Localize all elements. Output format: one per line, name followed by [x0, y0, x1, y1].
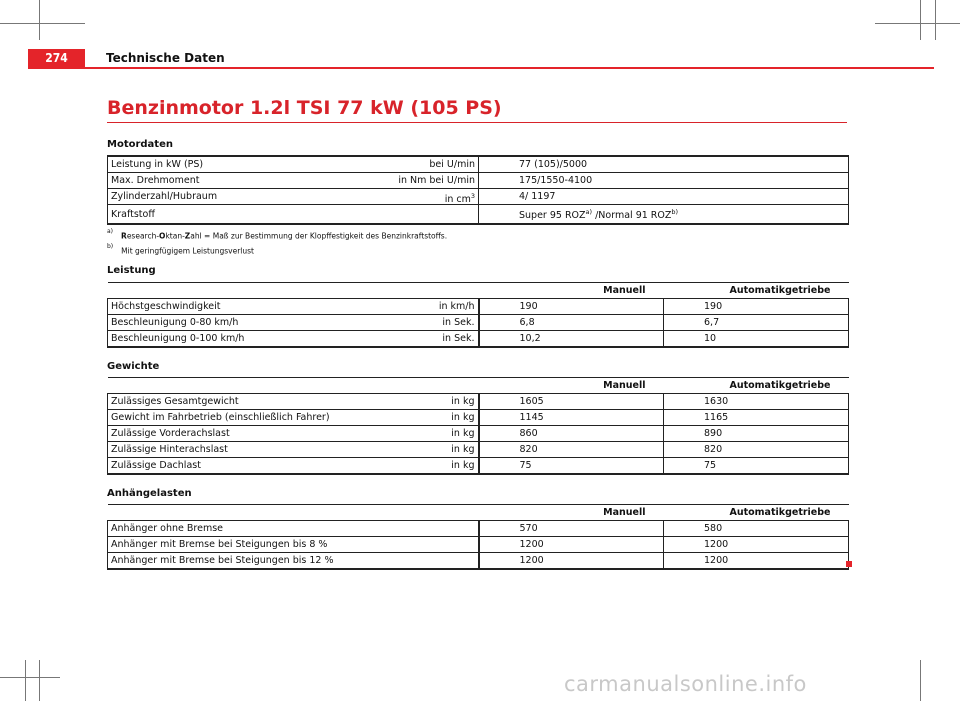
table-row — [108, 442, 849, 458]
leistung-table — [107, 282, 849, 348]
footnote-b — [107, 244, 254, 257]
column-header: Manuell — [479, 505, 664, 521]
row-label: Anhänger ohne Bremse — [108, 521, 479, 537]
row-unit: in Sek. — [442, 317, 475, 328]
table-row — [108, 331, 849, 348]
row-label: Höchstgeschwindigkeit — [111, 301, 221, 312]
cell-automatik: 1165 — [664, 410, 849, 426]
header-rule — [28, 67, 934, 69]
header-blank — [108, 378, 479, 394]
cell-automatik: 1200 — [664, 537, 849, 553]
row-label: Zylinderzahl/Hubraum — [111, 191, 218, 202]
table-cell — [108, 426, 479, 442]
value-text: /Normal 91 ROZ — [592, 210, 672, 222]
row-unit: in Sek. — [442, 333, 475, 344]
cell-manuell: 190 — [479, 299, 664, 315]
cell-manuell: 6,8 — [479, 315, 664, 331]
section-heading-leistung: Leistung — [107, 265, 156, 276]
table-row — [108, 173, 849, 189]
end-of-section-marker — [846, 561, 852, 567]
cell-automatik: 1630 — [664, 394, 849, 410]
footnote-bold: R — [121, 231, 127, 241]
table-row — [108, 426, 849, 442]
row-label: Gewicht im Fahrbetrieb (einschließlich Fahrer) — [111, 412, 330, 423]
row-unit: bei U/min — [429, 159, 475, 170]
cell-automatik: 6,7 — [664, 315, 849, 331]
row-label: Anhänger mit Bremse bei Steigungen bis 8 % — [108, 537, 479, 553]
footnote-text: ahl = Maß zur Bestimmung der Klopffestigkeit des Benzinkraftstoffs. — [190, 231, 448, 241]
cell-manuell: 820 — [479, 442, 664, 458]
crop-mark — [39, 660, 40, 701]
column-header: Manuell — [479, 283, 664, 299]
cell-automatik: 820 — [664, 442, 849, 458]
row-label: Zulässiges Gesamtgewicht — [111, 396, 239, 407]
table-row — [108, 156, 849, 173]
cell-automatik: 1200 — [664, 553, 849, 570]
row-label: Leistung in kW (PS) — [111, 159, 204, 170]
cell-manuell: 570 — [479, 521, 664, 537]
footnote-text: ktan- — [165, 231, 185, 241]
table-header-row — [108, 283, 849, 299]
footnote-text: Mit geringfügigem Leistungsverlust — [121, 246, 254, 256]
table-cell — [108, 410, 479, 426]
row-value — [479, 205, 849, 225]
row-unit — [445, 189, 475, 205]
table-row — [108, 458, 849, 475]
row-unit: in kg — [451, 396, 475, 407]
unit-sup: 3 — [470, 192, 475, 200]
crop-mark — [920, 0, 921, 40]
row-label: Beschleunigung 0-100 km/h — [111, 333, 245, 344]
row-unit: in Nm bei U/min — [398, 175, 475, 186]
cell-automatik: 890 — [664, 426, 849, 442]
cell-manuell: 860 — [479, 426, 664, 442]
table-row — [108, 410, 849, 426]
section-heading-anhaengelasten: Anhängelasten — [107, 488, 192, 499]
cell-manuell: 75 — [479, 458, 664, 475]
title-rule — [107, 122, 847, 123]
header-blank — [108, 505, 479, 521]
table-cell — [108, 299, 479, 315]
crop-mark — [39, 0, 40, 40]
cell-automatik: 190 — [664, 299, 849, 315]
crop-mark — [920, 660, 921, 701]
cell-automatik: 10 — [664, 331, 849, 348]
row-label: Anhänger mit Bremse bei Steigungen bis 12 % — [108, 553, 479, 570]
crop-mark — [935, 0, 936, 40]
cell-manuell: 10,2 — [479, 331, 664, 348]
row-label: Kraftstoff — [108, 205, 479, 225]
footnote-ref-a: a) — [585, 208, 593, 216]
row-label: Zulässige Vorderachslast — [111, 428, 230, 439]
gewichte-table — [107, 377, 849, 475]
table-cell — [108, 331, 479, 348]
row-value: 77 (105)/5000 — [479, 156, 849, 173]
footnote-ref-b: b) — [671, 208, 679, 216]
page-title: Benzinmotor 1.2l TSI 77 kW (105 PS) — [107, 97, 502, 119]
table-cell — [108, 173, 479, 189]
row-unit: in kg — [451, 428, 475, 439]
column-header: Manuell — [479, 378, 664, 394]
page-number: 274 — [28, 49, 85, 67]
row-value: 4/ 1197 — [479, 189, 849, 205]
table-row — [108, 299, 849, 315]
crop-mark — [875, 23, 960, 24]
row-unit: in kg — [451, 412, 475, 423]
table-row — [108, 315, 849, 331]
value-text: Super 95 ROZ — [519, 210, 586, 222]
cell-manuell: 1200 — [479, 553, 664, 570]
table-cell — [108, 315, 479, 331]
crop-mark — [25, 660, 26, 701]
column-header: Automatikgetriebe — [664, 283, 849, 299]
row-unit: in km/h — [438, 301, 475, 312]
row-value: 175/1550-4100 — [479, 173, 849, 189]
table-row — [108, 553, 849, 570]
footnote-mark: a) — [107, 228, 114, 235]
cell-manuell: 1145 — [479, 410, 664, 426]
row-label: Zulässige Dachlast — [111, 460, 201, 471]
header-blank — [108, 283, 479, 299]
footnote-text: esearch- — [126, 231, 160, 241]
motordaten-table — [107, 155, 849, 225]
table-row — [108, 189, 849, 205]
row-unit: in kg — [451, 460, 475, 471]
table-header-row — [108, 378, 849, 394]
row-unit: in kg — [451, 444, 475, 455]
table-cell — [108, 394, 479, 410]
row-label: Beschleunigung 0-80 km/h — [111, 317, 239, 328]
cell-automatik: 75 — [664, 458, 849, 475]
cell-automatik: 580 — [664, 521, 849, 537]
footnote-mark: b) — [107, 243, 114, 250]
row-label: Max. Drehmoment — [111, 175, 200, 186]
header-title: Technische Daten — [106, 51, 225, 65]
column-header: Automatikgetriebe — [664, 505, 849, 521]
cell-manuell: 1200 — [479, 537, 664, 553]
table-header-row — [108, 505, 849, 521]
table-row — [108, 521, 849, 537]
footnote-a — [107, 229, 447, 242]
table-cell — [108, 156, 479, 173]
column-header: Automatikgetriebe — [664, 378, 849, 394]
section-heading-gewichte: Gewichte — [107, 361, 160, 372]
crop-mark — [0, 677, 60, 678]
cell-manuell: 1605 — [479, 394, 664, 410]
section-heading-motordaten: Motordaten — [107, 139, 173, 150]
table-row — [108, 205, 849, 225]
footnote-bold: Z — [184, 231, 191, 241]
table-cell — [108, 458, 479, 475]
table-row — [108, 537, 849, 553]
unit-text: in cm — [444, 194, 471, 205]
row-label: Zulässige Hinterachslast — [111, 444, 228, 455]
footnote-bold: O — [159, 231, 166, 241]
anhaengelasten-table — [107, 504, 849, 570]
table-row — [108, 394, 849, 410]
table-cell — [108, 189, 479, 205]
crop-mark — [0, 23, 85, 24]
table-cell — [108, 442, 479, 458]
watermark: carmanualsonline.info — [564, 672, 807, 696]
